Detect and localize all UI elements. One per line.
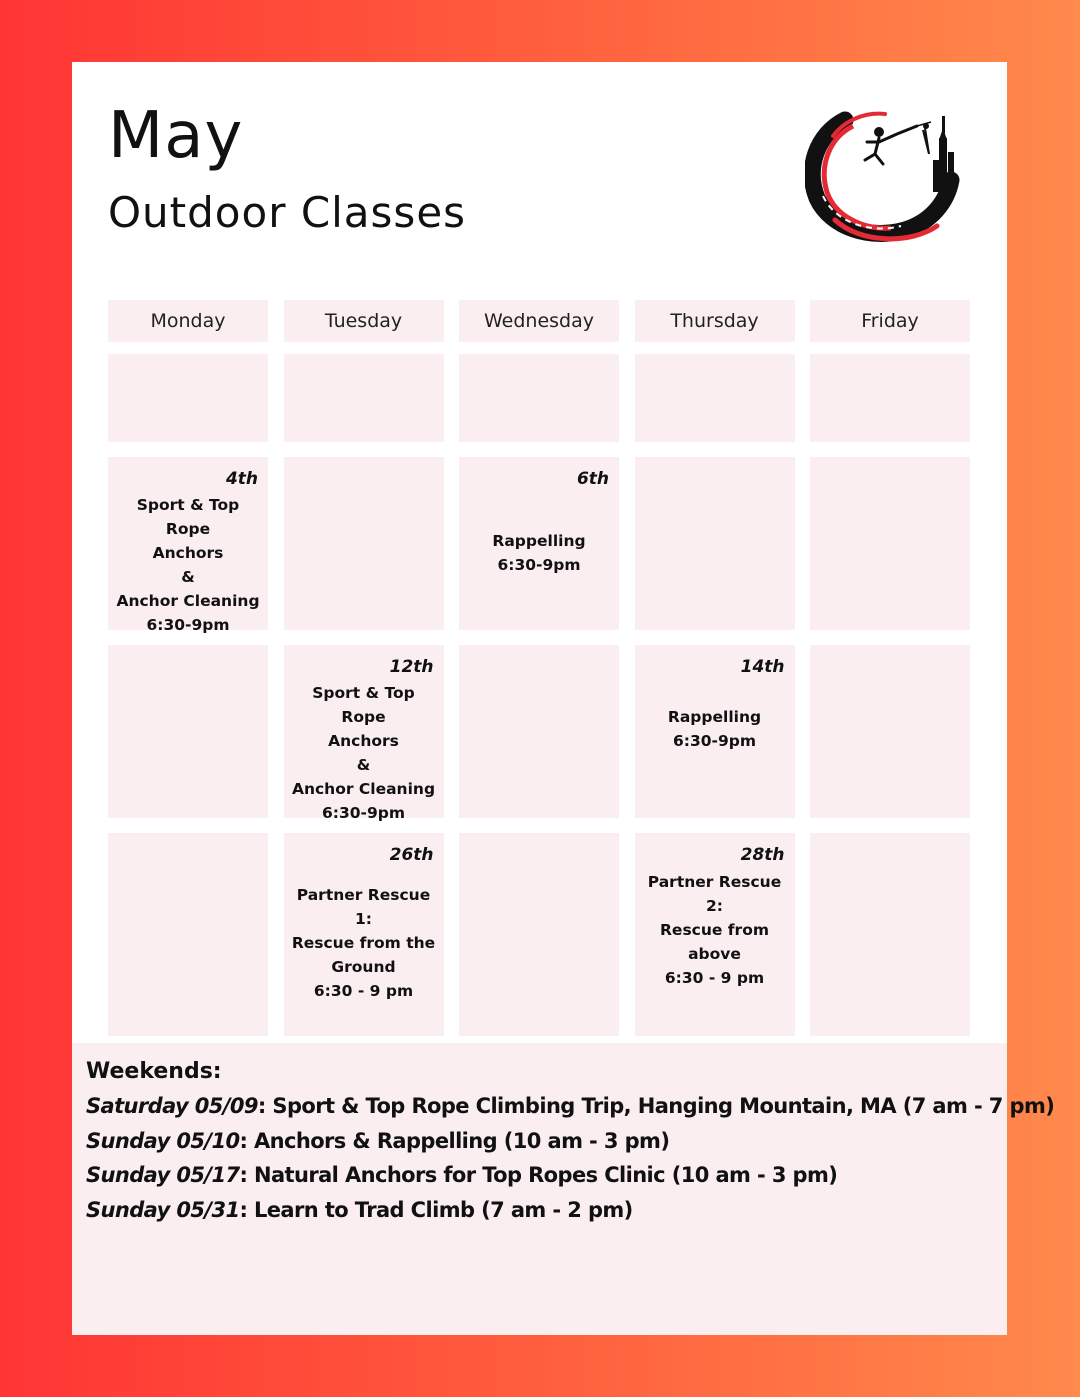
cell-date: 4th xyxy=(225,469,258,489)
weekend-day: Sunday 05/31 xyxy=(86,1198,240,1222)
climber-circle-city-logo-icon xyxy=(805,98,967,248)
cell-date: 28th xyxy=(740,845,785,865)
weekend-description: : Anchors & Rappelling (10 am - 3 pm) xyxy=(239,1129,670,1153)
calendar-cell xyxy=(810,833,970,1036)
day-header-tuesday: Tuesday xyxy=(284,300,444,342)
calendar-cell xyxy=(810,354,970,442)
calendar-cell xyxy=(108,645,268,818)
weekend-day: Sunday 05/10 xyxy=(86,1129,240,1153)
calendar-cell xyxy=(635,354,795,442)
day-header-thursday: Thursday xyxy=(635,300,795,342)
class-description: Rappelling 6:30-9pm xyxy=(492,532,586,574)
weekend-day: Saturday 05/09 xyxy=(86,1094,258,1118)
calendar-cell xyxy=(108,833,268,1036)
cell-date: 6th xyxy=(576,469,609,489)
month-title: May xyxy=(108,99,244,173)
calendar-cell xyxy=(635,457,795,630)
calendar-cell xyxy=(459,833,619,1036)
weekend-description: : Learn to Trad Climb (7 am - 2 pm) xyxy=(239,1198,633,1222)
calendar-cell-may-14 xyxy=(635,645,795,818)
calendar-cell xyxy=(810,645,970,818)
weekend-description: : Natural Anchors for Top Ropes Clinic (10 am - 3 pm) xyxy=(239,1163,838,1187)
calendar-cell xyxy=(810,457,970,630)
weekend-day: Sunday 05/17 xyxy=(86,1163,240,1187)
page-subtitle: Outdoor Classes xyxy=(108,188,467,237)
weekend-item xyxy=(86,1129,669,1153)
weekend-item xyxy=(86,1163,837,1187)
weekend-item xyxy=(86,1198,633,1222)
class-description: Rappelling 6:30-9pm xyxy=(667,708,762,750)
class-description: Sport & Top Rope Anchors & Anchor Cleaning 6:30-9pm xyxy=(116,496,260,634)
cell-date: 14th xyxy=(740,657,785,677)
calendar-cell-may-12 xyxy=(284,645,444,822)
cell-date: 26th xyxy=(389,845,434,865)
calendar-grid xyxy=(108,300,970,1036)
weekend-description: : Sport & Top Rope Climbing Trip, Hanging Mountain, MA (7 am - 7 pm) xyxy=(257,1094,1055,1118)
weekends-panel xyxy=(72,1043,1055,1335)
calendar-cell xyxy=(284,354,444,442)
calendar-cell xyxy=(284,457,444,630)
calendar-cell-may-28 xyxy=(635,833,795,1036)
class-description: Partner Rescue 2: Rescue from above 6:30 - 9 pm xyxy=(647,873,782,987)
day-header-friday: Friday xyxy=(810,300,970,342)
calendar-cell-may-26 xyxy=(284,833,444,1036)
calendar-cell xyxy=(459,645,619,818)
class-description: Sport & Top Rope Anchors & Anchor Cleaning 6:30-9pm xyxy=(291,684,436,822)
weekend-item xyxy=(86,1094,1054,1118)
schedule-sheet xyxy=(72,62,1055,1335)
day-header-monday: Monday xyxy=(108,300,268,342)
day-header-wednesday: Wednesday xyxy=(459,300,619,342)
class-description: Partner Rescue 1: Rescue from the Ground 6:30 - 9 pm xyxy=(291,886,436,1000)
weekends-heading: Weekends: xyxy=(86,1059,222,1084)
cell-date: 12th xyxy=(389,657,434,677)
calendar-cell-may-6 xyxy=(459,457,619,630)
calendar-cell xyxy=(459,354,619,442)
calendar-cell xyxy=(108,354,268,442)
calendar-cell-may-4 xyxy=(108,457,268,634)
